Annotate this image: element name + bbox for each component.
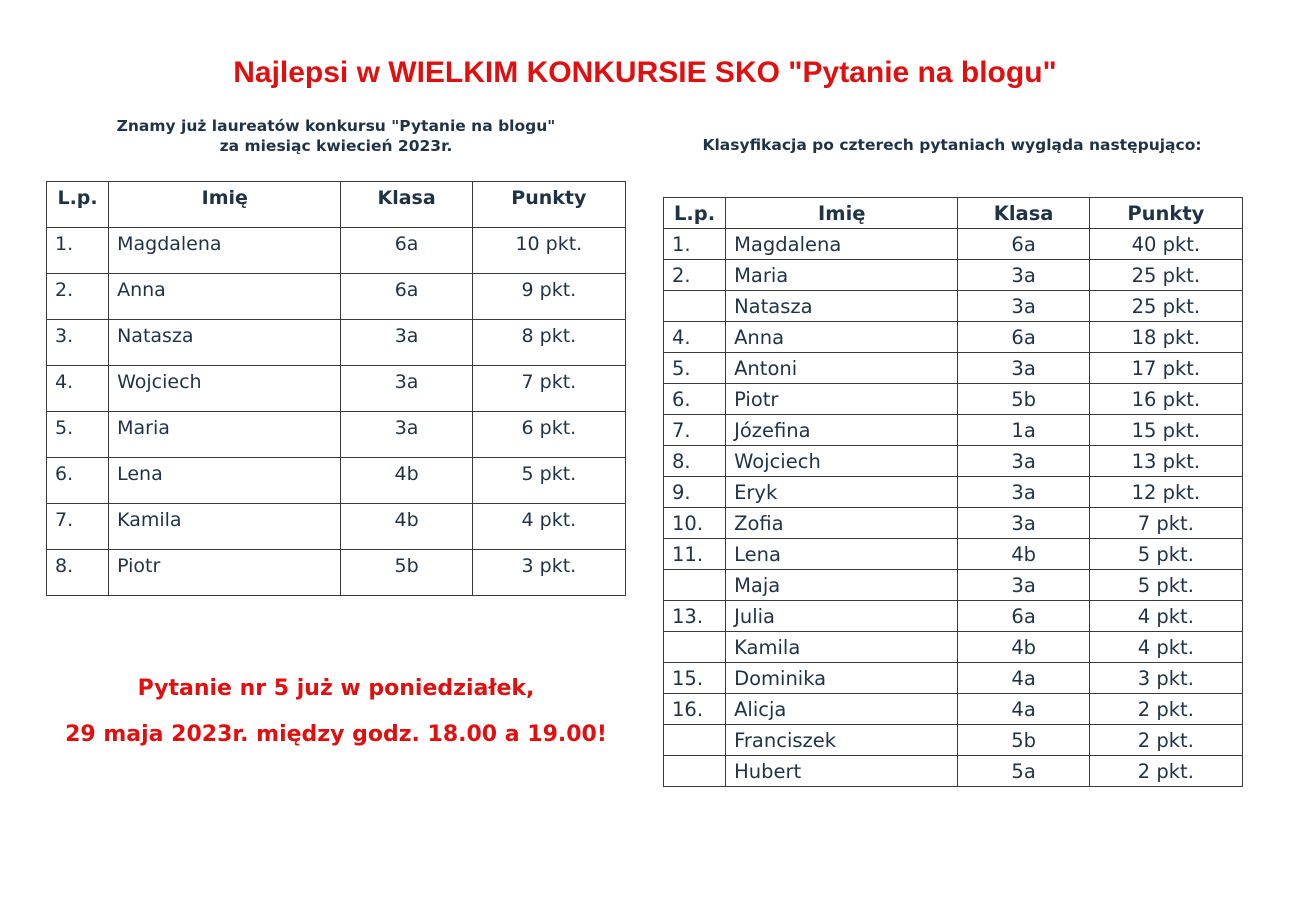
cell-points: 2 pkt.	[1089, 694, 1242, 725]
cell-name: Natasza	[109, 320, 341, 366]
table-row	[47, 228, 626, 274]
table-row	[664, 384, 1243, 415]
cell-points: 9 pkt.	[472, 274, 625, 320]
cell-class: 3a	[958, 260, 1089, 291]
table-row	[47, 366, 626, 412]
table-row	[47, 504, 626, 550]
cell-points: 18 pkt.	[1089, 322, 1242, 353]
cell-name: Franciszek	[726, 725, 958, 756]
cell-lp: 1.	[664, 229, 726, 260]
announcement-line1: Pytanie nr 5 już w poniedziałek,	[137, 676, 535, 701]
cell-lp: 6.	[47, 458, 109, 504]
cell-class: 5a	[958, 756, 1089, 787]
cell-name: Lena	[109, 458, 341, 504]
table-header-row	[664, 198, 1243, 229]
cell-name: Julia	[726, 601, 958, 632]
table-row	[664, 260, 1243, 291]
cell-lp: 7.	[664, 415, 726, 446]
header-points: Punkty	[1089, 198, 1242, 229]
cell-points: 25 pkt.	[1089, 260, 1242, 291]
cell-name: Alicja	[726, 694, 958, 725]
table-row	[47, 412, 626, 458]
table-row	[47, 274, 626, 320]
cell-name: Anna	[726, 322, 958, 353]
april-winners-table	[46, 181, 626, 596]
table-row	[664, 725, 1243, 756]
cell-lp: 9.	[664, 477, 726, 508]
cell-class: 4a	[958, 694, 1089, 725]
cell-class: 5b	[341, 550, 472, 596]
cell-class: 3a	[958, 508, 1089, 539]
cell-lp	[664, 725, 726, 756]
cell-class: 6a	[341, 274, 472, 320]
table-row	[664, 322, 1243, 353]
cell-class: 3a	[341, 320, 472, 366]
cell-points: 12 pkt.	[1089, 477, 1242, 508]
table-header-row	[47, 182, 626, 228]
cell-lp	[664, 291, 726, 322]
cell-points: 2 pkt.	[1089, 725, 1242, 756]
cell-class: 4b	[341, 504, 472, 550]
header-lp: L.p.	[664, 198, 726, 229]
april-winners-body	[47, 228, 626, 596]
cell-class: 3a	[958, 570, 1089, 601]
cell-lp: 1.	[47, 228, 109, 274]
cell-class: 6a	[341, 228, 472, 274]
left-subtitle	[46, 116, 626, 156]
cell-name: Józefina	[726, 415, 958, 446]
cell-name: Eryk	[726, 477, 958, 508]
cell-class: 3a	[958, 446, 1089, 477]
cell-lp: 15.	[664, 663, 726, 694]
cell-name: Piotr	[109, 550, 341, 596]
cell-points: 3 pkt.	[472, 550, 625, 596]
table-row	[664, 539, 1243, 570]
cell-lp: 3.	[47, 320, 109, 366]
cell-name: Maria	[726, 260, 958, 291]
cell-class: 3a	[341, 366, 472, 412]
table-row	[47, 458, 626, 504]
cell-lp: 4.	[47, 366, 109, 412]
cell-lp: 8.	[47, 550, 109, 596]
left-subtitle-line2: za miesiąc kwiecień 2023r.	[219, 137, 453, 155]
header-name: Imię	[726, 198, 958, 229]
cell-class: 3a	[341, 412, 472, 458]
cell-name: Natasza	[726, 291, 958, 322]
cell-points: 7 pkt.	[472, 366, 625, 412]
cell-name: Magdalena	[109, 228, 341, 274]
table-row	[664, 756, 1243, 787]
page-title: Najlepsi w WIELKIM KONKURSIE SKO "Pytanie na blogu"	[233, 56, 1057, 89]
cell-name: Wojciech	[726, 446, 958, 477]
table-row	[664, 632, 1243, 663]
header-lp: L.p.	[47, 182, 109, 228]
cell-points: 25 pkt.	[1089, 291, 1242, 322]
cell-class: 5b	[958, 384, 1089, 415]
cell-points: 8 pkt.	[472, 320, 625, 366]
cell-class: 5b	[958, 725, 1089, 756]
header-name: Imię	[109, 182, 341, 228]
cell-points: 7 pkt.	[1089, 508, 1242, 539]
classification-table	[663, 197, 1243, 787]
cell-class: 4b	[958, 539, 1089, 570]
cell-class: 3a	[958, 477, 1089, 508]
right-subtitle: Klasyfikacja po czterech pytaniach wygląda następująco:	[702, 136, 1202, 154]
cell-class: 6a	[958, 601, 1089, 632]
cell-name: Dominika	[726, 663, 958, 694]
table-row	[664, 353, 1243, 384]
cell-points: 16 pkt.	[1089, 384, 1242, 415]
cell-points: 13 pkt.	[1089, 446, 1242, 477]
cell-name: Zofia	[726, 508, 958, 539]
cell-lp: 5.	[664, 353, 726, 384]
cell-points: 15 pkt.	[1089, 415, 1242, 446]
cell-class: 4b	[958, 632, 1089, 663]
cell-lp: 4.	[664, 322, 726, 353]
table-row	[664, 291, 1243, 322]
cell-class: 3a	[958, 353, 1089, 384]
cell-lp: 10.	[664, 508, 726, 539]
announcement-line2: 29 maja 2023r. między godz. 18.00 a 19.00!	[65, 722, 607, 747]
table-row	[664, 446, 1243, 477]
cell-name: Piotr	[726, 384, 958, 415]
cell-lp	[664, 570, 726, 601]
table-row	[664, 508, 1243, 539]
table-row	[47, 550, 626, 596]
cell-points: 2 pkt.	[1089, 756, 1242, 787]
cell-points: 3 pkt.	[1089, 663, 1242, 694]
cell-lp	[664, 632, 726, 663]
cell-lp	[664, 756, 726, 787]
cell-points: 17 pkt.	[1089, 353, 1242, 384]
table-row	[664, 477, 1243, 508]
cell-points: 6 pkt.	[472, 412, 625, 458]
cell-points: 5 pkt.	[1089, 570, 1242, 601]
left-subtitle-line1: Znamy już laureatów konkursu "Pytanie na blogu"	[116, 117, 556, 135]
table-row	[664, 694, 1243, 725]
cell-name: Magdalena	[726, 229, 958, 260]
cell-name: Anna	[109, 274, 341, 320]
cell-points: 5 pkt.	[1089, 539, 1242, 570]
cell-name: Lena	[726, 539, 958, 570]
cell-class: 6a	[958, 229, 1089, 260]
cell-lp: 13.	[664, 601, 726, 632]
table-row	[664, 415, 1243, 446]
table-row	[664, 663, 1243, 694]
cell-lp: 8.	[664, 446, 726, 477]
cell-name: Maria	[109, 412, 341, 458]
cell-points: 5 pkt.	[472, 458, 625, 504]
header-class: Klasa	[958, 198, 1089, 229]
header-points: Punkty	[472, 182, 625, 228]
cell-points: 10 pkt.	[472, 228, 625, 274]
table-row	[664, 229, 1243, 260]
cell-points: 4 pkt.	[472, 504, 625, 550]
cell-lp: 2.	[664, 260, 726, 291]
classification-body	[664, 229, 1243, 787]
cell-class: 1a	[958, 415, 1089, 446]
cell-points: 4 pkt.	[1089, 632, 1242, 663]
header-class: Klasa	[341, 182, 472, 228]
cell-lp: 7.	[47, 504, 109, 550]
cell-name: Wojciech	[109, 366, 341, 412]
cell-lp: 2.	[47, 274, 109, 320]
cell-lp: 11.	[664, 539, 726, 570]
table-row	[47, 320, 626, 366]
table-row	[664, 570, 1243, 601]
cell-lp: 16.	[664, 694, 726, 725]
cell-class: 3a	[958, 291, 1089, 322]
cell-class: 4b	[341, 458, 472, 504]
cell-name: Antoni	[726, 353, 958, 384]
cell-class: 4a	[958, 663, 1089, 694]
cell-lp: 5.	[47, 412, 109, 458]
cell-name: Kamila	[109, 504, 341, 550]
cell-name: Maja	[726, 570, 958, 601]
cell-class: 6a	[958, 322, 1089, 353]
cell-name: Kamila	[726, 632, 958, 663]
cell-points: 40 pkt.	[1089, 229, 1242, 260]
cell-points: 4 pkt.	[1089, 601, 1242, 632]
cell-lp: 6.	[664, 384, 726, 415]
table-row	[664, 601, 1243, 632]
cell-name: Hubert	[726, 756, 958, 787]
